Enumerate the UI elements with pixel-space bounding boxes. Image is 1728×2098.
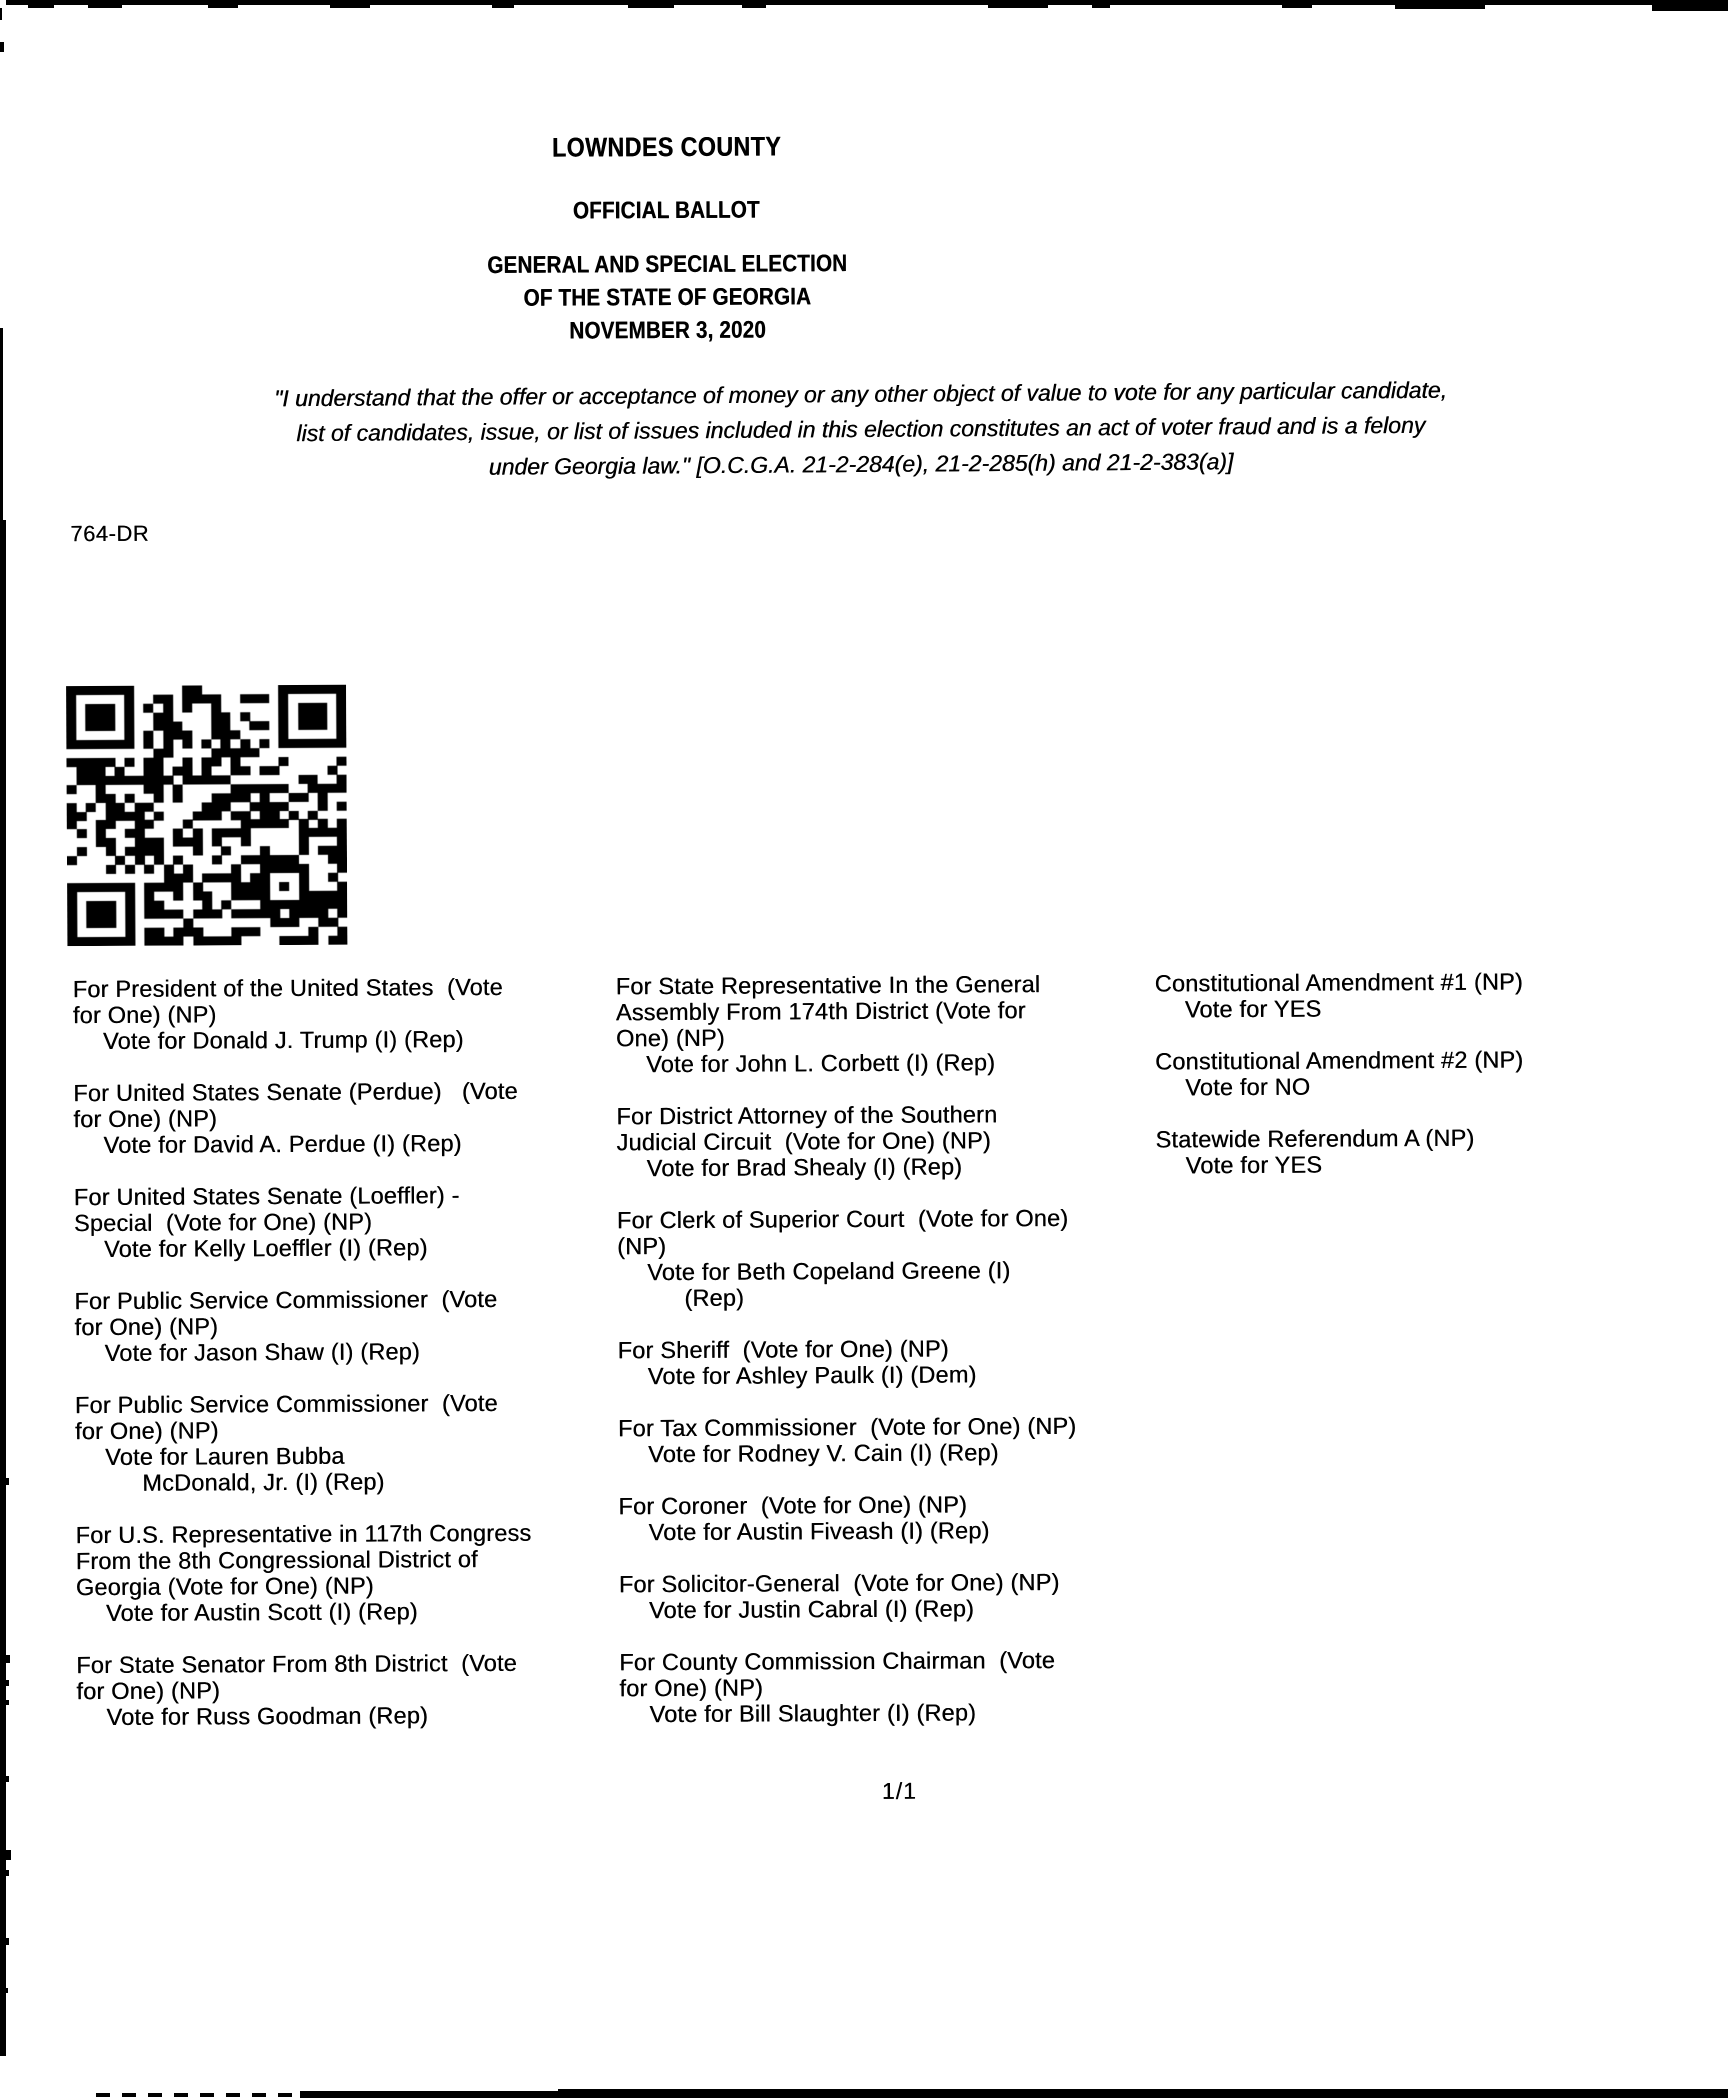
contest-title-line: for One) (NP) xyxy=(74,1417,219,1445)
election-title-line2: OF THE STATE OF GEORGIA xyxy=(523,283,811,312)
contest-title-line: for One) (NP) xyxy=(76,1677,221,1705)
vote-line: Vote for Donald J. Trump (I) (Rep) xyxy=(102,1026,464,1054)
ballot-column xyxy=(1155,968,1721,1205)
vote-line: Vote for Ashley Paulk (I) (Dem) xyxy=(647,1361,977,1390)
contest xyxy=(617,1204,1166,1311)
contest-title-line: Special (Vote for One) (NP) xyxy=(73,1208,373,1237)
contest xyxy=(616,970,1165,1077)
contest-title-line: For Tax Commissioner (Vote for One) (NP) xyxy=(617,1412,1077,1442)
contest-title-line: for One) (NP) xyxy=(619,1674,764,1702)
contest-title-line: For United States Senate (Loeffler) - xyxy=(73,1182,460,1211)
vote-line: Vote for Bill Slaughter (I) (Rep) xyxy=(649,1699,977,1728)
contest-title-line: For Public Service Commissioner (Vote xyxy=(74,1285,498,1315)
vote-line: Vote for YES xyxy=(1184,995,1322,1023)
contest-title-line: Georgia (Vote for One) (NP) xyxy=(75,1572,374,1601)
contest xyxy=(1155,1124,1720,1179)
vote-line: Vote for YES xyxy=(1185,1151,1323,1179)
contest xyxy=(73,973,618,1054)
election-date: NOVEMBER 3, 2020 xyxy=(568,316,766,345)
contest-title-line: For Public Service Commissioner (Vote xyxy=(74,1389,498,1419)
vote-line: Vote for Beth Copeland Greene (I) xyxy=(647,1257,1011,1286)
fraud-disclaimer xyxy=(0,371,1725,489)
vote-line: Vote for Lauren Bubba xyxy=(105,1442,345,1470)
ballot-type-title: OFFICIAL BALLOT xyxy=(573,196,761,225)
contest xyxy=(74,1285,619,1366)
contest-title-line: For U.S. Representative in 117th Congress xyxy=(75,1519,532,1549)
disclaimer-line: "I understand that the offer or acceptance of money or any other object of value to vote for any particular candidate, xyxy=(273,376,1448,412)
contest-title-line: for One) (NP) xyxy=(73,1105,218,1133)
qr-code xyxy=(66,685,347,946)
election-title-line1: GENERAL AND SPECIAL ELECTION xyxy=(486,250,847,279)
contest-title-line: For State Representative In the General xyxy=(615,971,1041,1000)
contest xyxy=(76,1649,621,1730)
vote-line: Vote for Russ Goodman (Rep) xyxy=(106,1702,429,1730)
vote-line: Vote for David A. Perdue (I) (Rep) xyxy=(103,1130,462,1158)
contest-title-line: (NP) xyxy=(616,1233,667,1260)
contest xyxy=(618,1334,1166,1389)
ballot-style-code: 764-DR xyxy=(70,520,150,547)
contest-title-line: For United States Senate (Perdue) (Vote xyxy=(73,1077,518,1107)
contest xyxy=(1155,968,1720,1023)
vote-line: Vote for Justin Cabral (I) (Rep) xyxy=(648,1595,975,1624)
contest-title-line: Constitutional Amendment #1 (NP) xyxy=(1154,968,1523,997)
disclaimer-line: list of candidates, issue, or list of issues included in this election constitutes an act of voter fraud and is a felony xyxy=(296,411,1426,447)
contest-title-line: For Coroner (Vote for One) (NP) xyxy=(618,1491,968,1520)
contest xyxy=(616,1100,1164,1181)
vote-line: Vote for Rodney V. Cain (I) (Rep) xyxy=(648,1439,999,1468)
contest-title-line: From the 8th Congressional District of xyxy=(75,1546,478,1575)
vote-line: (Rep) xyxy=(684,1284,745,1311)
disclaimer-line: under Georgia law." [O.C.G.A. 21-2-284(e), 21-2-285(h) and 21-2-383(a)] xyxy=(488,448,1234,480)
vote-line: Vote for Brad Shealy (I) (Rep) xyxy=(646,1153,963,1182)
contest-title-line: Judicial Circuit (Vote for One) (NP) xyxy=(616,1127,991,1156)
ballot-column xyxy=(73,973,622,1756)
contest-title-line: Assembly From 174th District (Vote for xyxy=(615,997,1026,1026)
vote-line: Vote for Jason Shaw (I) (Rep) xyxy=(104,1338,421,1366)
vote-line: Vote for John L. Corbett (I) (Rep) xyxy=(646,1049,996,1078)
vote-line: McDonald, Jr. (I) (Rep) xyxy=(142,1468,385,1496)
vote-line: Vote for Austin Fiveash (I) (Rep) xyxy=(648,1517,990,1546)
contest-title-line: For Solicitor-General (Vote for One) (NP) xyxy=(618,1568,1060,1598)
contest-title-line: For Clerk of Superior Court (Vote for One) xyxy=(616,1204,1069,1234)
contest-title-line: For District Attorney of the Southern xyxy=(616,1101,998,1130)
contest-title-line: For County Commission Chairman (Vote xyxy=(619,1647,1056,1676)
contest xyxy=(618,1490,1166,1545)
contest xyxy=(619,1646,1167,1727)
contest xyxy=(619,1568,1167,1623)
county-title: LOWNDES COUNTY xyxy=(551,131,781,163)
contest-title-line: One) (NP) xyxy=(615,1024,725,1052)
contest-title-line: Statewide Referendum A (NP) xyxy=(1155,1124,1475,1153)
vote-line: Vote for Kelly Loeffler (I) (Rep) xyxy=(103,1234,428,1262)
contest-title-line: Constitutional Amendment #2 (NP) xyxy=(1155,1046,1524,1075)
contest xyxy=(618,1412,1166,1467)
contest-title-line: For President of the United States (Vote xyxy=(72,973,503,1003)
vote-line: Vote for NO xyxy=(1185,1073,1311,1101)
contest xyxy=(74,1181,619,1262)
contest-title-line: For Sheriff (Vote for One) (NP) xyxy=(617,1335,949,1364)
contest-title-line: For State Senator From 8th District (Vote xyxy=(76,1649,517,1679)
contest-title-line: for One) (NP) xyxy=(72,1001,217,1029)
contest xyxy=(75,1389,621,1496)
contest xyxy=(1155,1046,1720,1101)
contest xyxy=(73,1077,618,1158)
contest-title-line: for One) (NP) xyxy=(74,1313,219,1341)
ballot-column xyxy=(616,970,1168,1753)
ballot-columns xyxy=(0,967,1728,1776)
page-number: 1/1 xyxy=(881,1777,917,1804)
contest xyxy=(75,1519,621,1626)
vote-line: Vote for Austin Scott (I) (Rep) xyxy=(105,1598,418,1626)
